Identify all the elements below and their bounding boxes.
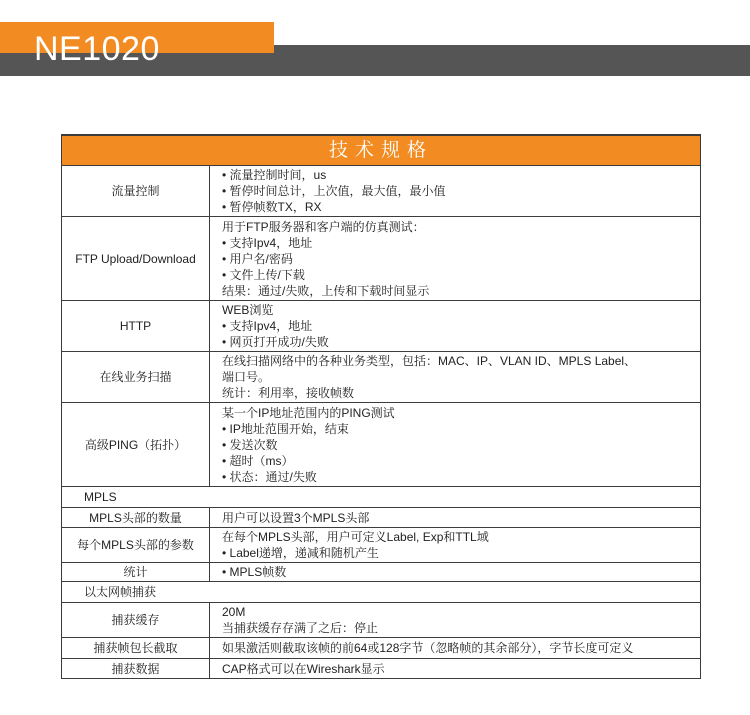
row-value bbox=[210, 508, 701, 528]
row-value bbox=[210, 659, 701, 679]
row-label: FTP Upload/Download bbox=[62, 217, 210, 301]
value-line: • 用户名/密码 bbox=[222, 251, 293, 266]
row-label: MPLS头部的数量 bbox=[62, 508, 210, 528]
section-row bbox=[62, 487, 701, 508]
value-line: • 网页打开成功/失败 bbox=[222, 335, 329, 349]
section-row bbox=[62, 582, 701, 603]
row-label: 捕获帧包长截取 bbox=[62, 638, 210, 659]
value-line: • IP地址范围开始，结束 bbox=[222, 421, 349, 436]
value-line: • MPLS帧数 bbox=[222, 565, 287, 579]
section-label: 以太网帧捕获 bbox=[62, 582, 701, 603]
value-line: CAP格式可以在Wireshark显示 bbox=[222, 661, 385, 676]
table-row bbox=[62, 563, 701, 582]
table-row bbox=[62, 301, 701, 352]
value-line: 当捕获缓存存满了之后：停止 bbox=[222, 621, 379, 635]
value-line: 在每个MPLS头部，用户可定义Label, Exp和TTL域 bbox=[222, 530, 489, 544]
row-label: 捕获数据 bbox=[62, 659, 210, 679]
table-heading: 技术规格 bbox=[62, 135, 701, 166]
row-label: 流量控制 bbox=[62, 166, 210, 217]
row-value bbox=[210, 217, 701, 301]
value-line: 端口号。 bbox=[222, 370, 271, 384]
row-value bbox=[210, 638, 701, 659]
table-row bbox=[62, 508, 701, 528]
row-label: 在线业务扫描 bbox=[62, 352, 210, 403]
value-line: • 状态：通过/失败 bbox=[222, 469, 317, 484]
page-title: NE1020 bbox=[34, 30, 160, 68]
table-row bbox=[62, 352, 701, 403]
value-line: • 发送次数 bbox=[222, 437, 278, 452]
value-line: 统计：利用率，接收帧数 bbox=[222, 386, 355, 400]
value-line: • 暂停时间总计，上次值，最大值，最小值 bbox=[222, 184, 446, 198]
row-label: 捕获缓存 bbox=[62, 603, 210, 638]
value-line: 结果：通过/失败，上传和下载时间显示 bbox=[222, 283, 430, 298]
row-value bbox=[210, 352, 701, 403]
value-line: 20M bbox=[222, 605, 246, 619]
value-line: 如果激活则截取该帧的前64或128字节（忽略帧的其余部分），字节长度可定义 bbox=[222, 641, 634, 655]
value-line: • 暂停帧数TX，RX bbox=[222, 200, 322, 214]
row-label: 每个MPLS头部的参数 bbox=[62, 528, 210, 563]
value-line: • 支持Ipv4，地址 bbox=[222, 319, 313, 333]
value-line: 用户可以设置3个MPLS头部 bbox=[222, 510, 370, 525]
table-row bbox=[62, 659, 701, 679]
row-value bbox=[210, 301, 701, 352]
row-label: HTTP bbox=[62, 301, 210, 352]
spec-table bbox=[61, 134, 701, 679]
table-row bbox=[62, 603, 701, 638]
value-line: • 超时（ms） bbox=[222, 453, 294, 468]
table-row bbox=[62, 528, 701, 563]
value-line: WEB浏览 bbox=[222, 303, 274, 317]
row-value bbox=[210, 563, 701, 582]
row-label: 统计 bbox=[62, 563, 210, 582]
section-label: MPLS bbox=[62, 487, 701, 508]
value-line: • 文件上传/下载 bbox=[222, 267, 305, 282]
row-value bbox=[210, 166, 701, 217]
value-line: 用于FTP服务器和客户端的仿真测试： bbox=[222, 219, 425, 234]
value-line: • Label递增，递减和随机产生 bbox=[222, 546, 379, 560]
row-label: 高级PING（拓扑） bbox=[62, 403, 210, 487]
table-row bbox=[62, 403, 701, 487]
table-row bbox=[62, 166, 701, 217]
row-value bbox=[210, 528, 701, 563]
table-row bbox=[62, 638, 701, 659]
row-value bbox=[210, 403, 701, 487]
value-line: • 流量控制时间，us bbox=[222, 168, 327, 182]
table-heading-row bbox=[62, 135, 701, 166]
value-line: • 支持Ipv4，地址 bbox=[222, 235, 313, 250]
value-line: 某一个IP地址范围内的PING测试 bbox=[222, 405, 395, 420]
table-row bbox=[62, 217, 701, 301]
row-value bbox=[210, 603, 701, 638]
value-line: 在线扫描网络中的各种业务类型，包括：MAC、IP、VLAN ID、MPLS Label、 bbox=[222, 354, 637, 368]
